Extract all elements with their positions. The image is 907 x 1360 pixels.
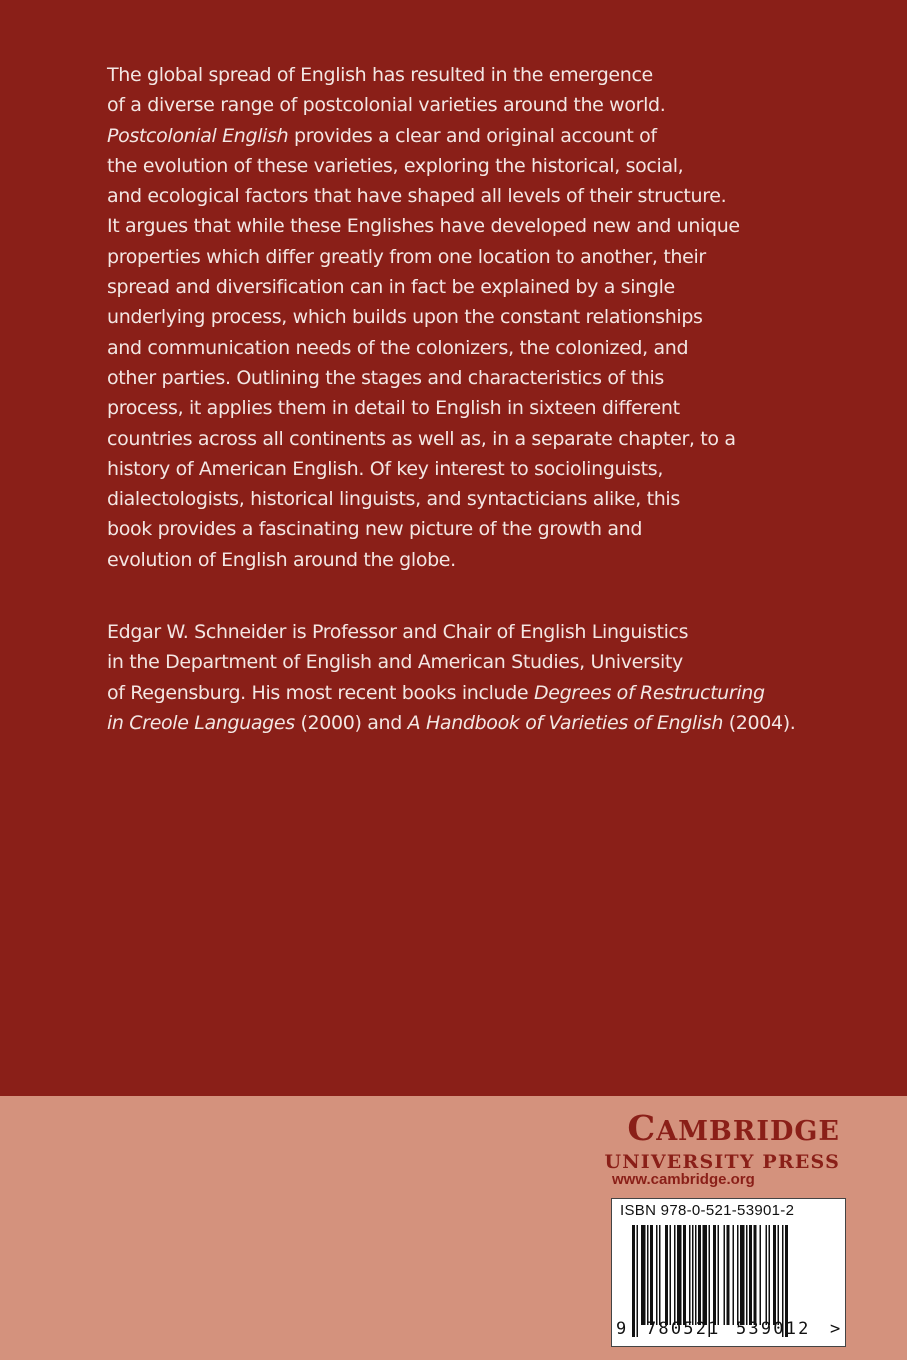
author-line: Edgar W. Schneider is Professor and Chair of English Linguistics: [107, 621, 689, 643]
blurb-line: dialectologists, historical linguists, and syntacticians alike, this: [107, 488, 680, 511]
blurb-line: It argues that while these Englishes have developed new and unique: [107, 215, 740, 238]
barcode-bar: [637, 1225, 639, 1337]
barcode-bar: [724, 1225, 726, 1325]
book-description: [107, 60, 740, 575]
blurb-line: spread and diversification can in fact be explained by a single: [107, 276, 675, 299]
barcode-bar: [659, 1225, 661, 1325]
publisher-logo: [604, 1110, 840, 1173]
publisher-url: www.cambridge.org: [612, 1171, 755, 1188]
barcode-lead-digit: 9: [616, 1319, 627, 1339]
barcode-bar: [670, 1225, 672, 1325]
barcode-bar: [733, 1225, 735, 1325]
blurb-line: other parties. Outlining the stages and characteristics of this: [107, 366, 664, 389]
blurb-line: Postcolonial English provides a clear and original account of: [107, 124, 657, 147]
barcode-bar: [695, 1225, 697, 1325]
blurb-line: countries across all continents as well as, in a separate chapter, to a: [107, 427, 736, 450]
barcode-right-digits: 539012: [736, 1319, 811, 1339]
isbn-barcode: [611, 1198, 846, 1347]
author-bio: [107, 617, 796, 738]
barcode-bar: [677, 1225, 682, 1325]
barcode-bar: [674, 1225, 676, 1325]
barcode-bar: [740, 1225, 745, 1325]
barcode-bar: [656, 1225, 658, 1325]
blurb-line: process, it applies them in detail to English in sixteen different: [107, 397, 680, 420]
barcode-bar: [778, 1225, 780, 1325]
barcode-bar: [632, 1225, 635, 1337]
barcode-bar: [737, 1225, 739, 1325]
blurb-line: and ecological factors that have shaped all levels of their structure.: [107, 185, 727, 208]
barcode-bar: [647, 1225, 649, 1325]
barcode-bar: [689, 1225, 691, 1325]
barcode-bar: [713, 1225, 716, 1325]
barcode-bar: [749, 1225, 752, 1325]
blurb-line: The global spread of English has resulted in the emergence: [107, 64, 653, 86]
barcode-left-digits: 780521: [646, 1319, 721, 1339]
isbn-label: ISBN 978-0-521-53901-2: [620, 1202, 795, 1219]
barcode-bar: [698, 1225, 701, 1325]
barcode-bar: [746, 1225, 748, 1325]
author-line: in Creole Languages (2000) and A Handbook of Varieties of English (2004).: [107, 711, 796, 734]
blurb-line: book provides a fascinating new picture of the growth and: [107, 518, 643, 541]
barcode-bar: [718, 1225, 720, 1325]
barcode-bar: [641, 1225, 646, 1325]
barcode-quiet-mark: >: [830, 1319, 841, 1339]
barcode-bar: [692, 1225, 694, 1325]
publisher-name: CAMBRIDGE: [627, 1108, 840, 1149]
blurb-line: underlying process, which builds upon the constant relationships: [107, 306, 703, 329]
barcode-bar: [703, 1225, 708, 1325]
barcode-bar: [665, 1225, 668, 1325]
barcode-bar: [754, 1225, 757, 1325]
publisher-subtitle: UNIVERSITY PRESS: [604, 1151, 840, 1173]
blurb-line: history of American English. Of key interest to sociolinguists,: [107, 457, 664, 480]
blurb-line: properties which differ greatly from one location to another, their: [107, 245, 706, 268]
barcode-bar: [650, 1225, 653, 1325]
author-line: in the Department of English and American Studies, University: [107, 651, 683, 674]
blurb-line: and communication needs of the colonizers, the colonized, and: [107, 336, 689, 359]
blurb-line: of a diverse range of postcolonial varieties around the world.: [107, 94, 666, 117]
barcode-bar: [773, 1225, 776, 1325]
barcode-bar: [683, 1225, 686, 1325]
author-line: of Regensburg. His most recent books include Degrees of Restructuring: [107, 681, 765, 704]
blurb-line: evolution of English around the globe.: [107, 548, 456, 571]
barcode-bar: [727, 1225, 730, 1325]
blurb-line: the evolution of these varieties, exploring the historical, social,: [107, 154, 684, 177]
barcode-bar: [760, 1225, 762, 1325]
barcode-bar: [766, 1225, 768, 1325]
barcode-bar: [769, 1225, 771, 1325]
